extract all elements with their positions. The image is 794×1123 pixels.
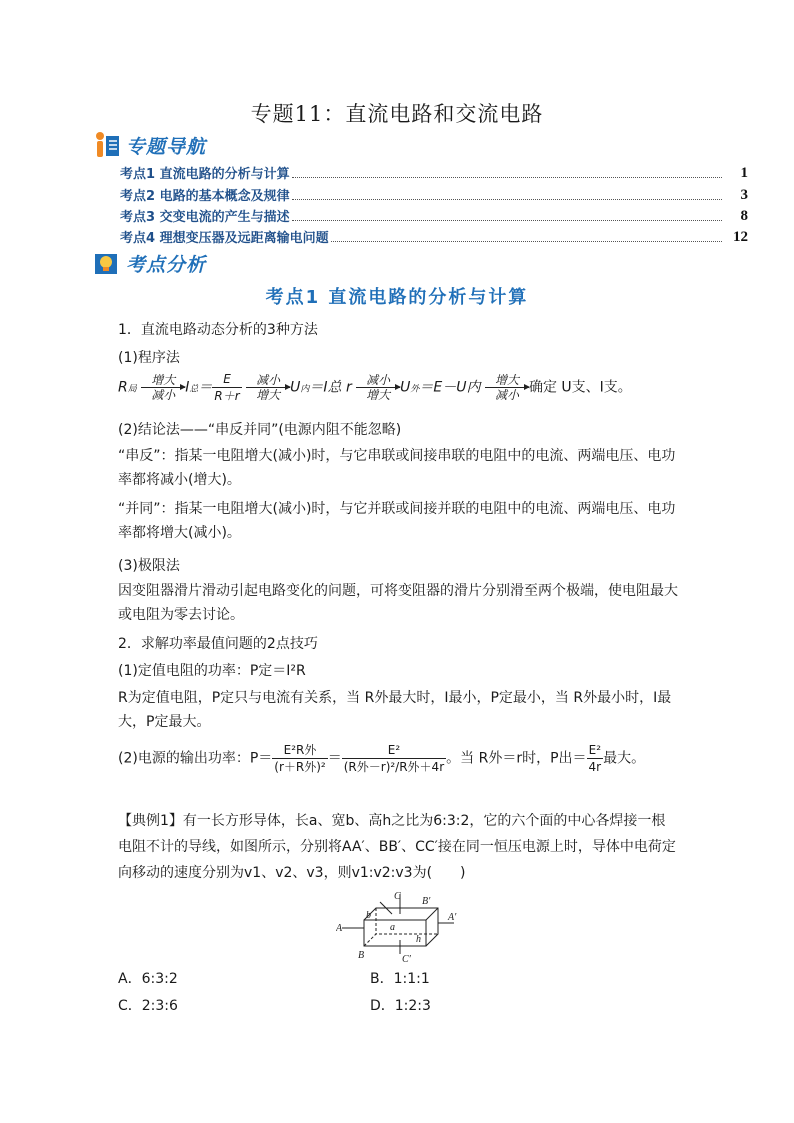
method-3: (3)极限法 — [118, 558, 180, 574]
label-b: b — [366, 910, 371, 921]
program-method-chain: R局 增大 减小 I总＝ $\frac{E}{R+r}$ 减小 增大 U内＝I总 r 减小 增大 U外＝E－U内 增大 减小 确定 U支、I支。 — [118, 372, 632, 403]
label-B: B — [358, 950, 365, 961]
page-title: 专题11：直流电路和交流电路 — [250, 102, 544, 126]
fraction: $\frac{\text{E²R外}}{\text{(r＋R外)²}}$ — [274, 743, 326, 774]
option-b[interactable]: B．1:1:1 — [370, 971, 430, 987]
fraction: $\frac{\text{E²}}{4r}$ — [588, 743, 602, 774]
nav-header — [92, 128, 206, 162]
arrow: 减小 增大 — [356, 373, 400, 402]
arrow: 减小 增大 — [246, 373, 290, 402]
label-h: h — [416, 934, 421, 945]
fraction: $\frac{E}{R+r}$ — [214, 372, 240, 403]
toc-item[interactable]: 考点4 理想变压器及远距离输电问题 12 — [120, 229, 748, 246]
example-question: 【典例1】有一长方形导体，长a、宽b、高h之比为6:3:2，它的六个面的中心各焊接一根电阻不计的导线，如图所示，分别将AA′、BB′、CC′接在同一恒压电源上时，导体中电荷定向移动的速度分别为v1、v2、v3，则v1:v2:v3为( ) — [118, 813, 676, 881]
label-C: C — [394, 891, 401, 902]
arrow: 增大 减小 — [485, 373, 529, 402]
heading-1: 1．直流电路动态分析的3种方法 — [118, 322, 318, 338]
label-A: A — [336, 923, 343, 934]
power-2: (2)电源的输出功率：P＝ $\frac{\text{E²R外}}{\text{(r＋R外)²}}$ ＝ $\frac{\text{E²}}{\text{(R外－r)²/R外＋4r}}$ 。当 R外＝r时，P出＝ $\frac{\text{E²}}{4r}$ 最大。 — [118, 743, 646, 774]
bulb-icon — [92, 248, 122, 278]
analysis-header — [92, 246, 206, 280]
power-1-text: R为定值电阻，P定只与电流有关系，当 R外最大时，I最小，P定最小，当 R外最小时，I最大，P定最大。 — [118, 690, 672, 730]
nav-header-text: 专题导航 — [126, 135, 207, 158]
method-1: (1)程序法 — [118, 350, 180, 366]
option-c[interactable]: C．2:3:6 — [118, 998, 178, 1014]
analysis-header-text: 考点分析 — [126, 253, 207, 276]
arrow: 增大 减小 — [141, 373, 185, 402]
option-d[interactable]: D．1:2:3 — [370, 998, 431, 1014]
option-a[interactable]: A．6:3:2 — [118, 971, 178, 987]
label-A-prime: A′ — [448, 912, 457, 923]
label-a: a — [390, 922, 395, 933]
label-B-prime: B′ — [422, 896, 431, 907]
toc-item[interactable]: 考点3 交变电流的产生与描述 8 — [120, 208, 748, 225]
method-2-series: “串反”：指某一电阻增大(减小)时，与它串联或间接串联的电阻中的电流、两端电压、电功率都将减小(增大)。 — [118, 448, 676, 488]
method-2: (2)结论法——“串反并同”(电源内阻不能忽略) — [118, 422, 402, 438]
heading-2: 2．求解功率最值问题的2点技巧 — [118, 636, 318, 652]
toc-item[interactable]: 考点1 直流电路的分析与计算 1 — [120, 165, 748, 182]
fraction: $\frac{\text{E²}}{\text{(R外－r)²/R外＋4r}}$ — [343, 743, 445, 774]
book-icon — [92, 130, 122, 160]
method-3-text: 因变阻器滑片滑动引起电路变化的问题，可将变阻器的滑片分别滑至两个极端，使电阻最大或电阻为零去讨论。 — [118, 583, 678, 623]
toc-item[interactable]: 考点2 电路的基本概念及规律 3 — [120, 187, 748, 204]
table-of-contents — [120, 160, 748, 246]
prism-figure — [336, 890, 460, 962]
label-C-prime: C′ — [402, 954, 411, 962]
method-2-parallel: “并同”：指某一电阻增大(减小)时，与它并联或间接并联的电阻中的电流、两端电压、电功率都将增大(减小)。 — [118, 501, 676, 541]
section-title: 考点1 直流电路的分析与计算 — [265, 287, 529, 308]
power-1: (1)定值电阻的功率：P定＝I²R — [118, 663, 306, 679]
